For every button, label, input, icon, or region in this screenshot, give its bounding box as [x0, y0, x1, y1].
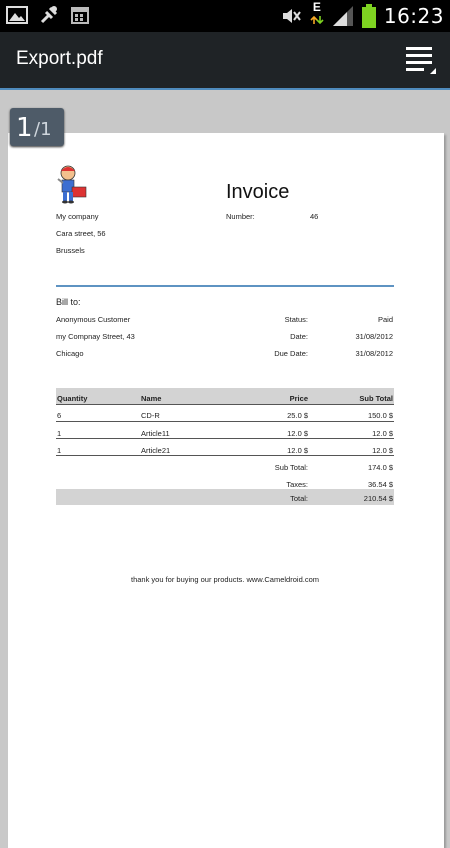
table-rule: [56, 421, 394, 422]
battery-icon: [362, 4, 376, 28]
table-rule: [56, 438, 394, 439]
invoice-number-label: Number:: [226, 212, 255, 221]
due-date-value: 31/08/2012: [355, 349, 393, 358]
list-menu-icon[interactable]: [404, 42, 438, 76]
company-street: Cara street, 56: [56, 229, 106, 238]
total-value: 210.54 $: [363, 494, 393, 503]
row-price: 12.0 $: [287, 446, 308, 455]
date-label: Date:: [290, 332, 308, 341]
row-quantity: 1: [57, 446, 62, 455]
customer-city: Chicago: [56, 349, 84, 358]
gallery-icon: [6, 5, 28, 25]
mute-icon: [280, 6, 302, 26]
subtotal-value: 174.0 $: [367, 463, 393, 472]
invoice-title: Invoice: [226, 181, 290, 203]
network-type: E: [312, 0, 321, 14]
table-rule: [56, 455, 394, 456]
subtotal-label: Sub Total:: [274, 463, 308, 472]
due-date-label: Due Date:: [274, 349, 308, 358]
document-title: Export.pdf: [16, 48, 103, 69]
row-subtotal: 12.0 $: [372, 429, 393, 438]
current-page: 1: [16, 113, 33, 143]
clock: 16:23: [383, 4, 444, 28]
row-name: CD-R: [141, 411, 160, 420]
page-indicator: [10, 108, 64, 146]
table-rule: [56, 404, 394, 405]
status-bar: [0, 0, 450, 32]
company-city: Brussels: [56, 246, 85, 255]
taxes-label: Taxes:: [286, 480, 308, 489]
row-subtotal: 12.0 $: [372, 446, 393, 455]
row-subtotal: 150.0 $: [367, 411, 393, 420]
customer-street: my Compnay Street, 43: [56, 332, 135, 341]
invoice-footer: thank you for buying our products. www.Cameldroid.com: [130, 575, 319, 584]
col-price: Price: [289, 394, 308, 403]
status-label: Status:: [284, 315, 308, 324]
customer-name: Anonymous Customer: [56, 315, 131, 324]
total-pages: 1: [40, 119, 52, 140]
usb-debug-icon: [38, 4, 60, 26]
row-price: 12.0 $: [287, 429, 308, 438]
row-name: Article21: [141, 446, 171, 455]
invoice-number-value: 46: [310, 212, 319, 221]
signal-icon: [332, 5, 354, 27]
col-subtotal: Sub Total: [359, 394, 393, 403]
status-value: Paid: [377, 315, 393, 324]
col-name: Name: [141, 394, 162, 403]
bill-to-label: Bill to:: [56, 297, 81, 307]
col-quantity: Quantity: [57, 394, 88, 403]
taxes-value: 36.54 $: [367, 480, 393, 489]
data-arrows-icon: [310, 2, 324, 30]
date-value: 31/08/2012: [355, 332, 393, 341]
row-name: Article11: [141, 429, 170, 438]
company-name: My company: [56, 212, 99, 221]
row-price: 25.0 $: [287, 411, 308, 420]
page-separator: /1: [34, 119, 52, 140]
row-quantity: 6: [57, 411, 62, 420]
app-bar: [0, 32, 450, 90]
company-logo: [54, 165, 90, 205]
header-divider: [56, 285, 394, 287]
row-quantity: 1: [57, 429, 62, 438]
calendar-icon: [70, 5, 90, 25]
total-label: Total:: [290, 494, 308, 503]
